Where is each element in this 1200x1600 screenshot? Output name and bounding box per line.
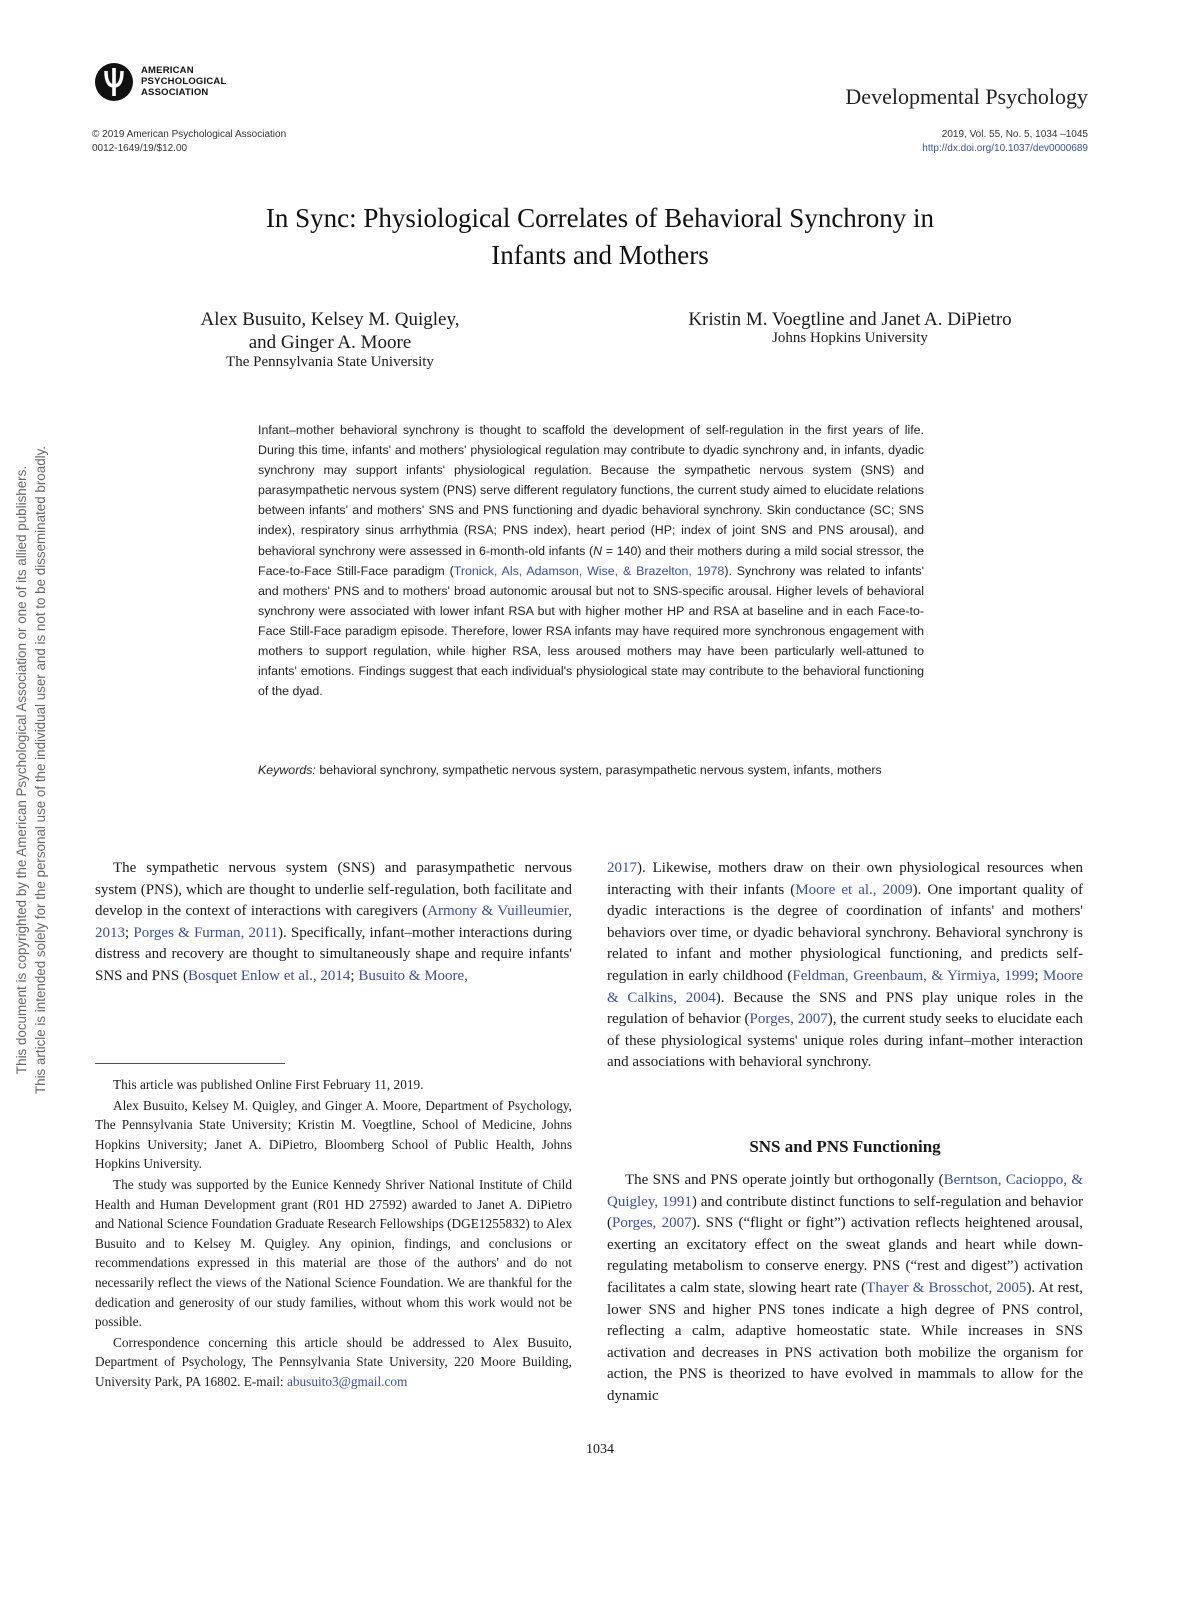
title-line-2: Infants and Mothers — [491, 240, 709, 270]
copyright-meta — [92, 128, 286, 156]
authors-left-line1: Alex Busuito, Kelsey M. Quigley, — [200, 309, 460, 330]
section-body — [607, 1170, 1083, 1408]
side-notice-line2: This article is intended solely for the personal use of the individual user and is not to be disseminated broadly. — [33, 445, 48, 1095]
section-heading: SNS and PNS Functioning — [749, 1137, 941, 1156]
keywords-label: Keywords: — [258, 763, 316, 777]
issn-line: 0012-1649/19/$12.00 — [92, 143, 188, 154]
body-text: ), the current study seeks to elucidate each of these physiological systems' unique roles during infant–mother interaction and associations with behavioral synchrony. — [607, 1011, 1084, 1071]
section-paragraph — [607, 1170, 1083, 1408]
keywords-list: behavioral synchrony, sympathetic nervous system, parasympathetic nervous system, infants, mothers — [319, 763, 882, 777]
citation-link[interactable]: Feldman, Greenbaum, & Yirmiya, 1999 — [792, 967, 1035, 984]
intro-paragraph — [95, 858, 572, 988]
journal-name: Developmental Psychology — [845, 84, 1088, 109]
footnote-affiliations: Alex Busuito, Kelsey M. Quigley, and Ginger A. Moore, Department of Psychology, The Pennsylvania State University; Kristin M. Voegtline, School of Medicine, Johns Hopkins University; Janet A. DiPietro, Bloomberg School of Public Health, Johns Hopkins University. — [95, 1097, 572, 1172]
abstract-text-2: = 140) and their mothers during a mild social stressor, the Face-to-Face Still-Face paradigm ( — [258, 543, 925, 578]
citation-link[interactable]: Porges & Furman, 2011 — [133, 924, 278, 941]
body-text: ). One important quality of dyadic interactions is the degree of coordination of infants' and mothers' behaviors over time, or dyadic behavioral synchrony. Behavioral synchrony is related to infant and mother physiological functioning, and predicts self-regulation in early childhood ( — [607, 881, 1083, 984]
correspondence-text: Correspondence concerning this article should be addressed to Alex Busuito, Department of Psychology, The Pennsylvania State University, 220 Moore Building, University Park, PA 16802. E-mail: — [95, 1334, 572, 1389]
footnotes — [95, 1075, 572, 1393]
article-title — [130, 200, 1070, 274]
logo-line-3: ASSOCIATION — [141, 87, 209, 98]
logo-line-2: PSYCHOLOGICAL — [141, 76, 227, 87]
body-text: ; — [1034, 967, 1043, 984]
body-text: ; — [350, 967, 359, 984]
citation-link[interactable]: Thayer & Brosschot, 2005 — [866, 1279, 1027, 1296]
doi-link[interactable]: http://dx.doi.org/10.1037/dev0000689 — [922, 143, 1088, 154]
authors-right: Kristin M. Voegtline and Janet A. DiPietro — [688, 309, 1012, 330]
page-number: 1034 — [586, 1442, 614, 1457]
citation-link[interactable]: Bosquet Enlow et al., 2014 — [187, 967, 351, 984]
citation-link[interactable]: Berntson, Cacioppo, & Quigley, 1991 — [607, 1172, 1083, 1210]
affiliation-right: Johns Hopkins University — [772, 330, 928, 346]
citation-link[interactable]: Moore et al., 2009 — [795, 881, 913, 898]
body-text: ) and contribute distinct functions to self-regulation and behavior ( — [607, 1193, 1083, 1232]
affiliation-left: The Pennsylvania State University — [226, 354, 434, 370]
authors-left-line2: and Ginger A. Moore — [248, 332, 412, 353]
body-left-column — [95, 858, 572, 988]
body-text: ). SNS (“flight or fight”) activation reflects heightened arousal, exerting an excitatory effect on the sweat glands and heart while down-regulating metabolism to conserve energy. PNS (“rest and digest”) activation facilitates a calm state, slowing heart rate ( — [607, 1215, 1083, 1296]
footnote-divider — [95, 1063, 285, 1064]
body-text: ). Specifically, infant–mother interactions during distress and recovery are thought to simultaneously shape and require infants' SNS and PNS ( — [95, 924, 572, 984]
body-text: ). Because the SNS and PNS play unique roles in the regulation of behavior ( — [607, 989, 1083, 1028]
citation-line: 2019, Vol. 55, No. 5, 1034 –1045 — [941, 129, 1088, 140]
email-link[interactable]: abusuito3@gmail.com — [286, 1373, 408, 1389]
body-text: ). Likewise, mothers draw on their own physiological resources when interacting with their infants ( — [607, 860, 1083, 898]
side-notice-line1: This document is copyrighted by the American Psychological Association or one of its allied publishers. — [14, 465, 29, 1075]
abstract-n-symbol: N — [593, 543, 603, 558]
copyright-side-notice — [12, 390, 50, 1150]
citation-link[interactable]: Busuito & Moore, — [358, 967, 468, 984]
citation-link[interactable]: Porges, 2007 — [749, 1011, 828, 1028]
abstract — [258, 420, 924, 701]
abstract-citation-link[interactable]: Tronick, Als, Adamson, Wise, & Brazelton, 1978 — [453, 563, 725, 578]
apa-logo-icon — [94, 62, 134, 102]
title-line-1: In Sync: Physiological Correlates of Behavioral Synchrony in — [265, 203, 935, 233]
continued-paragraph — [607, 858, 1083, 1074]
authors-left — [130, 308, 530, 354]
citation-meta — [922, 128, 1088, 156]
logo-line-1: AMERICAN — [141, 65, 194, 76]
body-text: The SNS and PNS operate jointly but orthogonally ( — [625, 1172, 944, 1188]
body-text: ). At rest, lower SNS and higher PNS tones indicate a high degree of PNS control, reflecting a calm, adaptive homeostatic state. While increases in SNS activation and decreases in PNS activation both mobilize the organism for action, the PNS is theorized to have evolved in mammals to allow for the dynamic — [607, 1279, 1084, 1404]
body-right-column — [607, 858, 1083, 1074]
body-text: ; — [125, 924, 134, 941]
citation-link[interactable]: Porges, 2007 — [612, 1215, 692, 1232]
keywords — [258, 760, 924, 780]
citation-link[interactable]: Moore & Calkins, 2004 — [607, 967, 1083, 1006]
footnote-funding: The study was supported by the Eunice Kennedy Shriver National Institute of Child Health and Human Development grant (R01 HD 27592) awarded to Janet A. DiPietro and National Science Foundation Graduate Research Fellowships (DGE1255832) to Alex Busuito and to Kelsey M. Quigley. Any opinion, findings, and conclusions or recommendations expressed in this material are those of the authors' and do not necessarily reflect the views of the National Science Foundation. We are thankful for the dedication and generosity of our study families, without whom this work would not be possible. — [95, 1176, 572, 1330]
publisher-logo-text — [141, 65, 226, 98]
footnote-published: This article was published Online First February 11, 2019. — [113, 1077, 424, 1092]
citation-link[interactable]: 2017 — [607, 860, 637, 876]
footnote-correspondence — [95, 1333, 572, 1392]
abstract-text-1: Infant–mother behavioral synchrony is thought to scaffold the development of self-regulation in the first years of life. During this time, infants' and mothers' physiological regulation may contribute to dyadic synchrony and, in infants, dyadic synchrony may support infants' physiological regulation. Because the sympathetic nervous system (SNS) and parasympathetic nervous system (PNS) serve different regulatory functions, the current study aimed to elucidate relations between infants' and mothers' SNS and PNS functioning and dyadic behavioral synchrony. Skin conductance (SC; SNS index), respiratory sinus arrhythmia (RSA; PNS index), heart period (HP; index of joint SNS and PNS arousal), and behavioral synchrony were assessed in 6-month-old infants ( — [258, 423, 924, 558]
copyright-line: © 2019 American Psychological Association — [92, 129, 287, 140]
citation-link[interactable]: Armony & Vuilleumier, 2013 — [95, 903, 573, 941]
abstract-text-3: ). Synchrony was related to infants' and mothers' PNS and to mothers' broad autonomic arousal but not to SNS-specific arousal. Higher levels of behavioral synchrony were associated with lower infant RSA but with higher mother HP and RSA at baseline and in each Face-to-Face Still-Face paradigm episode. Therefore, lower RSA infants may have required more synchronous engagement with mothers to support regulation, while higher RSA, less aroused mothers may have been particularly well-attuned to infants' emotions. Findings suggest that each individual's physiological state may contribute to the behavioral functioning of the dyad. — [258, 563, 924, 699]
body-text: The sympathetic nervous system (SNS) and parasympathetic nervous system (PNS), which are thought to underlie self-regulation, both facilitate and develop in the context of interactions with caregivers ( — [95, 860, 572, 920]
